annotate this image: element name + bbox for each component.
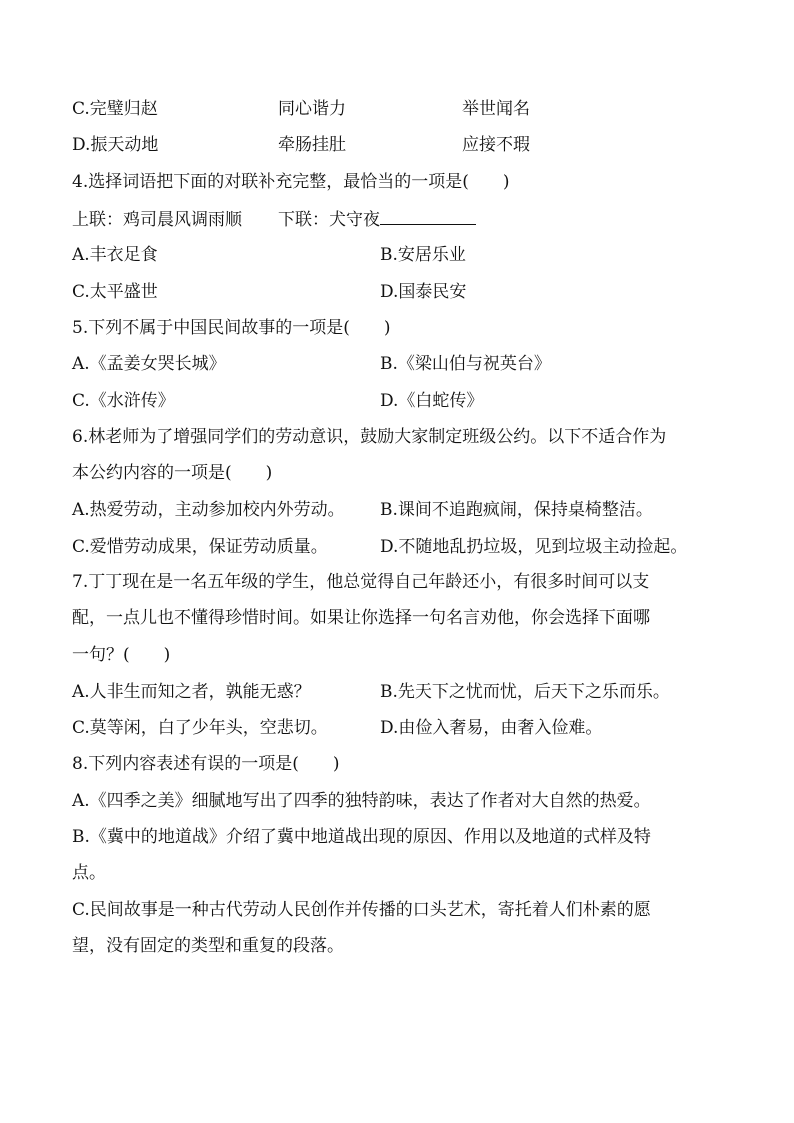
q4-option-b: B.安居乐业 (380, 245, 466, 265)
q7-stem-line2: 配，一点儿也不懂得珍惜时间。如果让你选择一句名言劝他，你会选择下面哪 (72, 608, 650, 628)
q8-option-c-line2: 望，没有固定的类型和重复的段落。 (72, 936, 344, 956)
q6-stem-line1: 6.林老师为了增强同学们的劳动意识，鼓励大家制定班级公约。以下不适合作为 (72, 427, 667, 447)
q8-option-a: A.《四季之美》细腻地写出了四季的独特韵味，表达了作者对大自然的热爱。 (72, 791, 651, 811)
q6-option-d: D.不随地乱扔垃圾，见到垃圾主动捡起。 (380, 537, 688, 557)
q8-option-c-line1: C.民间故事是一种古代劳动人民创作并传播的口头艺术，寄托着人们朴素的愿 (72, 900, 651, 920)
q7-stem-line1: 7.丁丁现在是一名五年级的学生，他总觉得自己年龄还小，有很多时间可以支 (72, 572, 650, 592)
q7-option-a: A.人非生而知之者，孰能无惑？ (72, 682, 311, 702)
q5-option-b: B.《梁山伯与祝英台》 (380, 354, 551, 374)
q8-stem: 8.下列内容表述有误的一项是( ) (72, 754, 340, 774)
q6-option-a: A.热爱劳动，主动参加校内外劳动。 (72, 500, 345, 520)
q6-option-c: C.爱惜劳动成果，保证劳动质量。 (72, 537, 328, 557)
q4-stem: 4.选择词语把下面的对联补充完整，最恰当的一项是( ) (72, 172, 510, 192)
q4-couplet (72, 206, 732, 232)
q4-option-d: D.国泰民安 (380, 282, 467, 302)
q5-stem: 5.下列不属于中国民间故事的一项是( ) (72, 318, 391, 338)
q7-option-d: D.由俭入奢易，由奢入俭难。 (380, 718, 603, 738)
prev-option-c-word2: 同心谐力 (278, 99, 346, 119)
q4-answer-blank (380, 206, 476, 225)
q7-option-c: C.莫等闲，白了少年头，空悲切。 (72, 718, 328, 738)
q4-lower-couplet: 下联：犬守夜 (278, 210, 380, 230)
q4-option-c: C.太平盛世 (72, 282, 158, 302)
q5-option-a: A.《孟姜女哭长城》 (72, 354, 226, 374)
q8-option-b-line1: B.《冀中的地道战》介绍了冀中地道战出现的原因、作用以及地道的式样及特 (72, 827, 651, 847)
prev-option-d-word3: 应接不瑕 (462, 135, 530, 155)
q6-option-b: B.课间不追跑疯闹，保持桌椅整洁。 (380, 500, 653, 520)
q4-option-a: A.丰衣足食 (72, 245, 158, 265)
q5-option-c: C.《水浒传》 (72, 391, 175, 411)
q4-upper-couplet: 上联：鸡司晨风调雨顺 (72, 210, 242, 230)
prev-option-d-label: D.振天动地 (72, 135, 159, 155)
q5-option-d: D.《白蛇传》 (380, 391, 484, 411)
prev-option-d-word2: 牵肠挂肚 (278, 135, 346, 155)
q7-option-b: B.先天下之忧而忧，后天下之乐而乐。 (380, 682, 670, 702)
q8-option-b-line2: 点。 (72, 863, 106, 883)
prev-option-c-label: C.完璧归赵 (72, 99, 158, 119)
q6-stem-line2: 本公约内容的一项是( ) (72, 463, 273, 483)
q7-stem-line3: 一句？( ) (72, 645, 171, 665)
prev-option-c-word3: 举世闻名 (462, 99, 530, 119)
